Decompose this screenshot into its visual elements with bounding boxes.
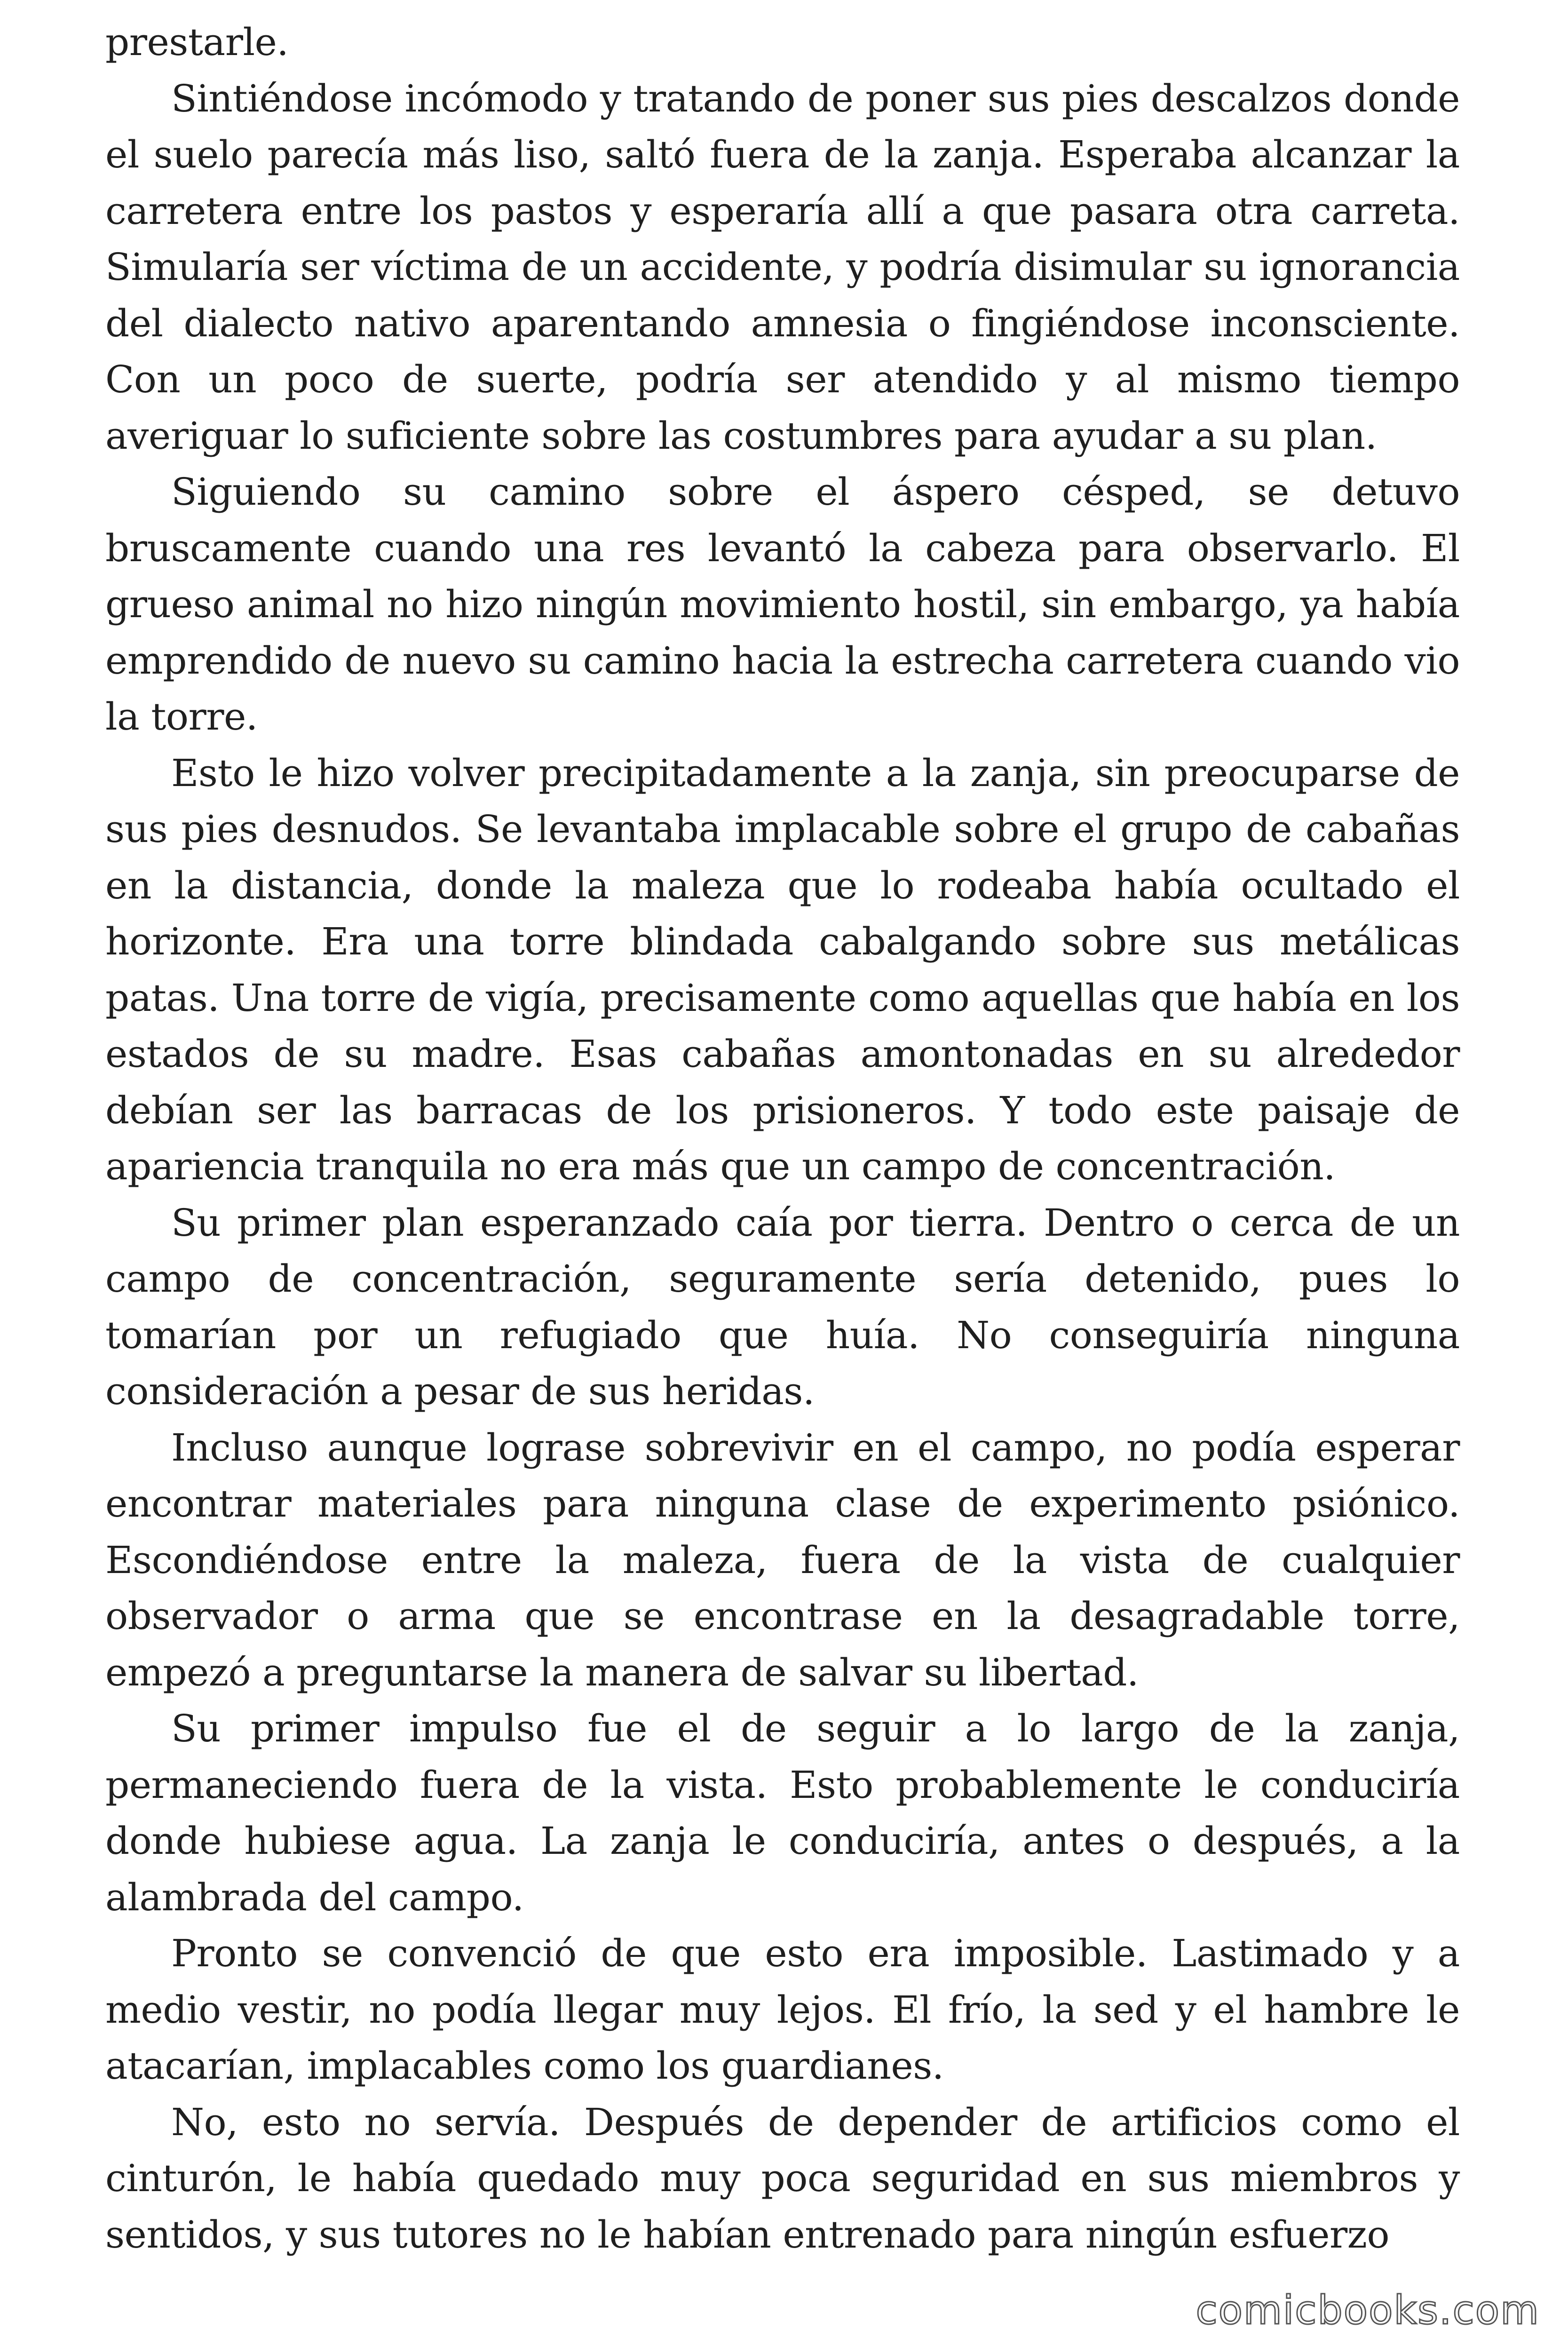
paragraph: No, esto no servía. Después de depender de artificios como el cinturón, le había quedado muy poca seguridad en sus miembros y sentidos, y sus tutores no le habían entrenado para ningún esfuerzo (105, 2100, 1460, 2257)
paragraph: Sintiéndose incómodo y tratando de poner sus pies descalzos donde el suelo parecía más liso, saltó fuera de la zanja. Esperaba alcanzar la carretera entre los pastos y esperaría allí a que pasara otra carreta. Simularía ser víctima de un accidente, y podría disimular su ignorancia del dialecto nativo aparentando amnesia o fingiéndose inconsciente. Con un poco de suerte, podría ser atendido y al mismo tiempo averiguar lo suficiente sobre las costumbres para ayudar a su plan. (105, 76, 1460, 458)
watermark: comicbooks.com (1196, 2287, 1540, 2333)
book-page-text (105, 14, 1460, 2263)
paragraph-continuation: prestarle. (105, 20, 289, 64)
paragraph: Su primer plan esperanzado caía por tierra. Dentro o cerca de un campo de concentración, seguramente sería detenido, pues lo tomarían por un refugiado que huía. No conseguiría ninguna consideración a pesar de sus heridas. (105, 1200, 1460, 1413)
paragraph: Su primer impulso fue el de seguir a lo largo de la zanja, permaneciendo fuera de la vista. Esto probablemente le conduciría donde hubiese agua. La zanja le conduciría, antes o después, a la alambrada del campo. (105, 1707, 1460, 1919)
paragraph: Incluso aunque lograse sobrevivir en el campo, no podía esperar encontrar materiales para ninguna clase de experimento psiónico. Escondiéndose entre la maleza, fuera de la vista de cualquier observador o arma que se encontrase en la desagradable torre, empezó a preguntarse la manera de salvar su libertad. (105, 1425, 1460, 1694)
paragraph: Siguiendo su camino sobre el áspero césped, se detuvo bruscamente cuando una res levantó la cabeza para observarlo. El grueso animal no hizo ningún movimiento hostil, sin embargo, ya había emprendido de nuevo su camino hacia la estrecha carretera cuando vio la torre. (105, 470, 1460, 739)
paragraph: Esto le hizo volver precipitadamente a la zanja, sin preocuparse de sus pies desnudos. Se levantaba implacable sobre el grupo de cabañas en la distancia, donde la maleza que lo rodeaba había ocultado el horizonte. Era una torre blindada cabalgando sobre sus metálicas patas. Una torre de vigía, precisamente como aquellas que había en los estados de su madre. Esas cabañas amontonadas en su alrededor debían ser las barracas de los prisioneros. Y todo este paisaje de apariencia tranquila no era más que un campo de concentración. (105, 751, 1460, 1188)
paragraph: Pronto se convenció de que esto era imposible. Lastimado y a medio vestir, no podía llegar muy lejos. El frío, la sed y el hambre le atacarían, implacables como los guardianes. (105, 1931, 1460, 2088)
